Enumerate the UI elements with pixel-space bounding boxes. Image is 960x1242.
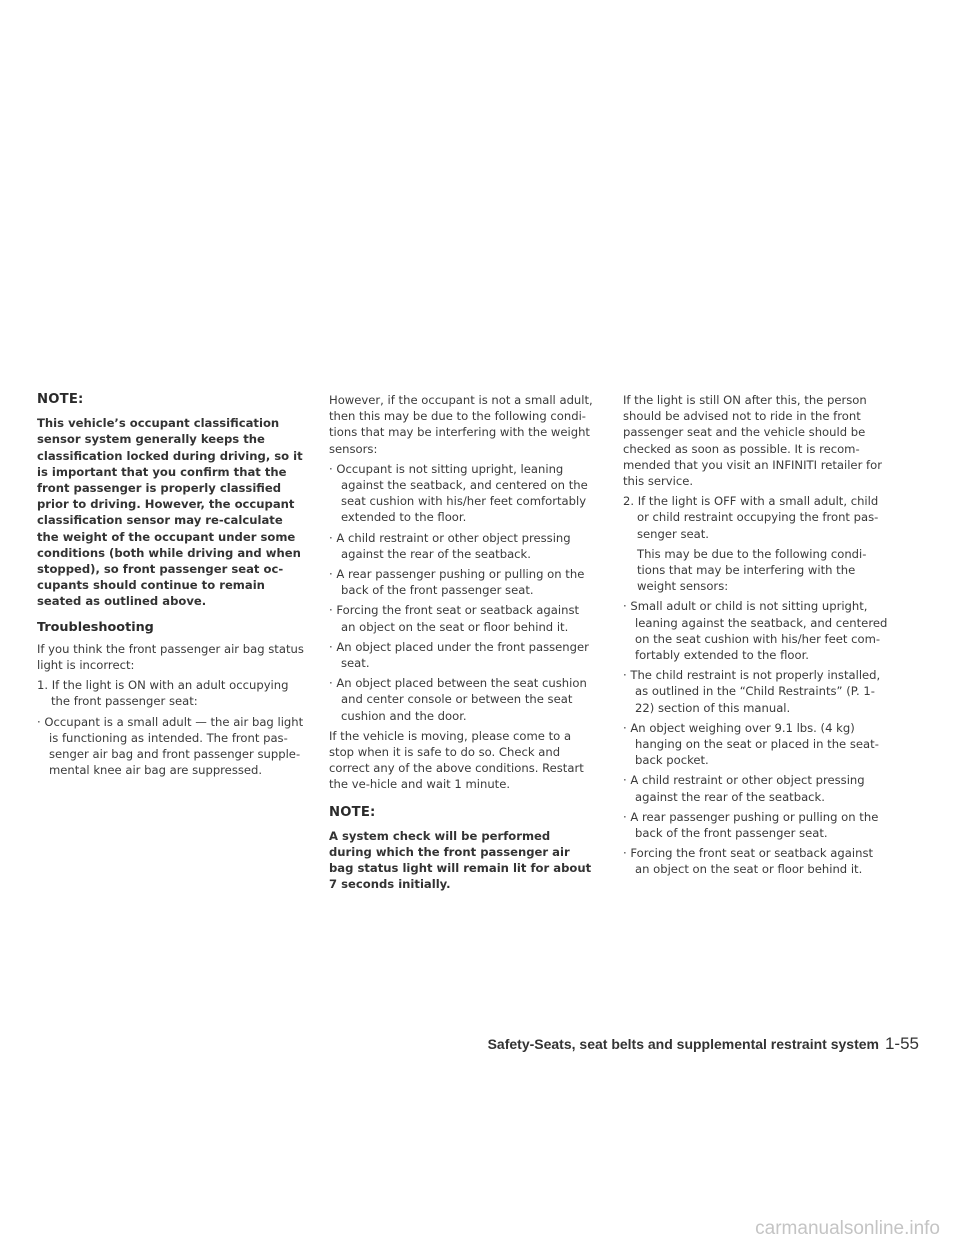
list-item: · A rear passenger pushing or pulling on the back of the front passenger seat. bbox=[329, 567, 585, 598]
list-item: · The child restraint is not properly installed, as outlined in the “Child Restraints” (P. 1-22) section of this manual. bbox=[623, 668, 881, 715]
list-item: · A child restraint or other object pressing against the rear of the seatback. bbox=[329, 530, 571, 561]
note-heading: NOTE: bbox=[329, 804, 376, 820]
section-heading-troubleshooting: Troubleshooting bbox=[37, 619, 154, 635]
column-left bbox=[37, 392, 305, 782]
list-item: · An object weighing over 9.1 lbs. (4 kg) hanging on the seat or placed in the seat-back pocket. bbox=[623, 720, 879, 768]
list-item: · A rear passenger pushing or pulling on the back of the front passenger seat. bbox=[623, 809, 879, 841]
list-item: · Small adult or child is not sitting upright, leaning against the seatback, and centered on the seat cushion with his/her feet com-fortably extended to the floor. bbox=[623, 599, 888, 663]
light-still-on-paragraph: If the light is still ON after this, the person should be advised not to ride in the front passenger seat and the vehicle should be checked as soon as possible. It is recom-mended that you visit an INFINITI retailer for this service. bbox=[623, 393, 882, 489]
watermark: carmanualsonline.info bbox=[755, 1218, 940, 1239]
footer-section-title: Safety-Seats, seat belts and supplemental restraint system bbox=[487, 1036, 879, 1052]
note-body: A system check will be performed during which the front passenger air bag status light will remain lit for about 7 seconds initially. bbox=[329, 828, 592, 892]
list-item: · Forcing the front seat or seatback against an object on the seat or floor behind it. bbox=[329, 603, 580, 634]
vehicle-moving-paragraph: If the vehicle is moving, please come to a stop when it is safe to do so. Check and correct any of the above conditions. Restart the ve-hicle and wait 1 minute. bbox=[329, 728, 584, 792]
list-item: · An object placed under the front passenger seat. bbox=[329, 639, 589, 671]
column-right bbox=[623, 392, 891, 882]
list-item: · Occupant is a small adult — the air bag light is functioning as intended. The front pas-senger air bag and front passenger supple-mental knee air bag are suppressed. bbox=[37, 714, 304, 778]
list-item: · An object placed between the seat cushion and center console or between the seat cushion and the door. bbox=[329, 676, 587, 723]
numbered-item-2-continuation: This may be due to the following condi-tions that may be interfering with the weight sensors: bbox=[637, 546, 867, 594]
column-middle bbox=[329, 392, 597, 903]
numbered-item-2: 2. If the light is OFF with a small adult, child or child restraint occupying the front pas-senger seat. bbox=[623, 494, 879, 541]
note-body: This vehicle’s occupant classification sensor system generally keeps the classification locked during driving, so it is important that you confirm that the front passenger is properly classified prior to driving. However, the occupant classification sensor may re-calculate the weight of the occupant under some conditions (both while driving and when stopped), so front passenger seat oc-cupants should continue to remain seated as outlined above. bbox=[37, 416, 303, 609]
list-item: · A child restraint or other object pressing against the rear of the seatback. bbox=[623, 773, 865, 804]
page-footer bbox=[0, 1034, 919, 1054]
numbered-item-1: 1. If the light is ON with an adult occupying the front passenger seat: bbox=[37, 678, 289, 709]
weight-sensor-intro: However, if the occupant is not a small adult, then this may be due to the following condi-tions that may be interfering with the weight sensors: bbox=[329, 393, 593, 456]
list-item: · Occupant is not sitting upright, leaning against the seatback, and centered on the seat cushion with his/her feet comfortably extended to the floor. bbox=[329, 461, 588, 525]
list-item: · Forcing the front seat or seatback against an object on the seat or floor behind it. bbox=[623, 846, 874, 877]
page-number: 1-55 bbox=[884, 1034, 919, 1053]
note-heading: NOTE: bbox=[37, 392, 84, 407]
troubleshooting-intro: If you think the front passenger air bag status light is incorrect: bbox=[37, 641, 304, 673]
